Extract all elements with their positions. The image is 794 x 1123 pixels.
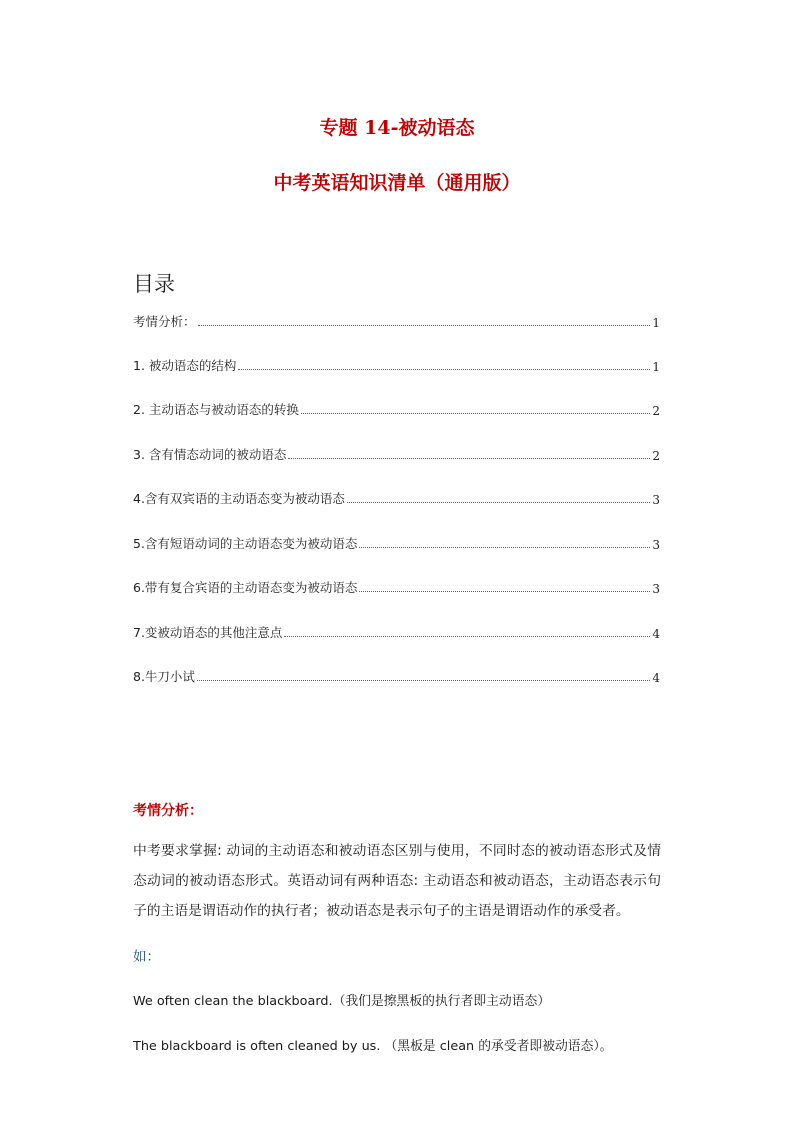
toc-item-page: 2 <box>652 449 660 463</box>
toc-leader-dots <box>197 679 650 681</box>
toc-item[interactable] <box>133 485 660 507</box>
toc-item-label: 7.变被动语态的其他注意点 <box>133 625 283 640</box>
toc-leader-dots <box>359 546 650 548</box>
toc-item-label: 4.含有双宾语的主动语态变为被动语态 <box>133 491 345 506</box>
toc-item[interactable] <box>133 530 660 552</box>
toc-item[interactable] <box>133 396 660 418</box>
toc-item[interactable] <box>133 308 660 330</box>
toc-item[interactable] <box>133 441 660 463</box>
section-paragraph: 中考要求掌握: 动词的主动语态和被动语态区别与使用，不同时态的被动语态形式及情态动词的被动语态形式。英语动词有两种语态: 主动语态和被动语态，主动语态表示句子的主语是谓语动作的执行者；被动语态是表示句子的主语是谓语动作的承受者。 <box>133 843 661 919</box>
toc-item-page: 2 <box>652 404 660 418</box>
document-subtitle: 中考英语知识清单（通用版） <box>273 172 521 194</box>
toc-item-page: 3 <box>652 538 660 552</box>
toc-item[interactable] <box>133 619 660 641</box>
toc-leader-dots <box>359 590 650 592</box>
toc-item[interactable] <box>133 352 660 374</box>
toc-leader-dots <box>347 501 650 503</box>
toc-leader-dots <box>284 635 650 637</box>
toc-heading: 目录 <box>133 272 175 296</box>
toc-leader-dots <box>288 457 650 459</box>
toc-item-page: 3 <box>652 582 660 596</box>
toc-item-label: 考情分析： <box>133 314 196 329</box>
toc-item-label: 8.牛刀小试 <box>133 669 195 684</box>
toc-item-page: 1 <box>652 316 660 330</box>
example-sentence: We often clean the blackboard.（我们是擦黑板的执行者即主动语态） <box>133 994 551 1009</box>
toc-item-page: 1 <box>652 360 660 374</box>
toc-item[interactable] <box>133 663 660 685</box>
toc-item-label: 5.含有短语动词的主动语态变为被动语态 <box>133 536 358 551</box>
toc-item-page: 4 <box>652 671 660 685</box>
example-label: 如： <box>133 949 160 965</box>
toc-item-label: 3. 含有情态动词的被动语态 <box>133 447 287 462</box>
section-heading: 考情分析： <box>133 803 203 819</box>
toc-leader-dots <box>301 412 650 414</box>
example-sentence: The blackboard is often cleaned by us. （黑板是 clean 的承受者即被动语态）。 <box>133 1039 613 1054</box>
toc-item-page: 4 <box>652 627 660 641</box>
toc-item-label: 6.带有复合宾语的主动语态变为被动语态 <box>133 580 358 595</box>
toc-leader-dots <box>238 368 650 370</box>
toc-item-label: 2. 主动语态与被动语态的转换 <box>133 402 299 417</box>
toc-item-label: 1. 被动语态的结构 <box>133 358 237 373</box>
document-title: 专题 14-被动语态 <box>319 117 475 139</box>
toc-item-page: 3 <box>652 493 660 507</box>
toc-item[interactable] <box>133 574 660 596</box>
toc-leader-dots <box>198 324 651 326</box>
